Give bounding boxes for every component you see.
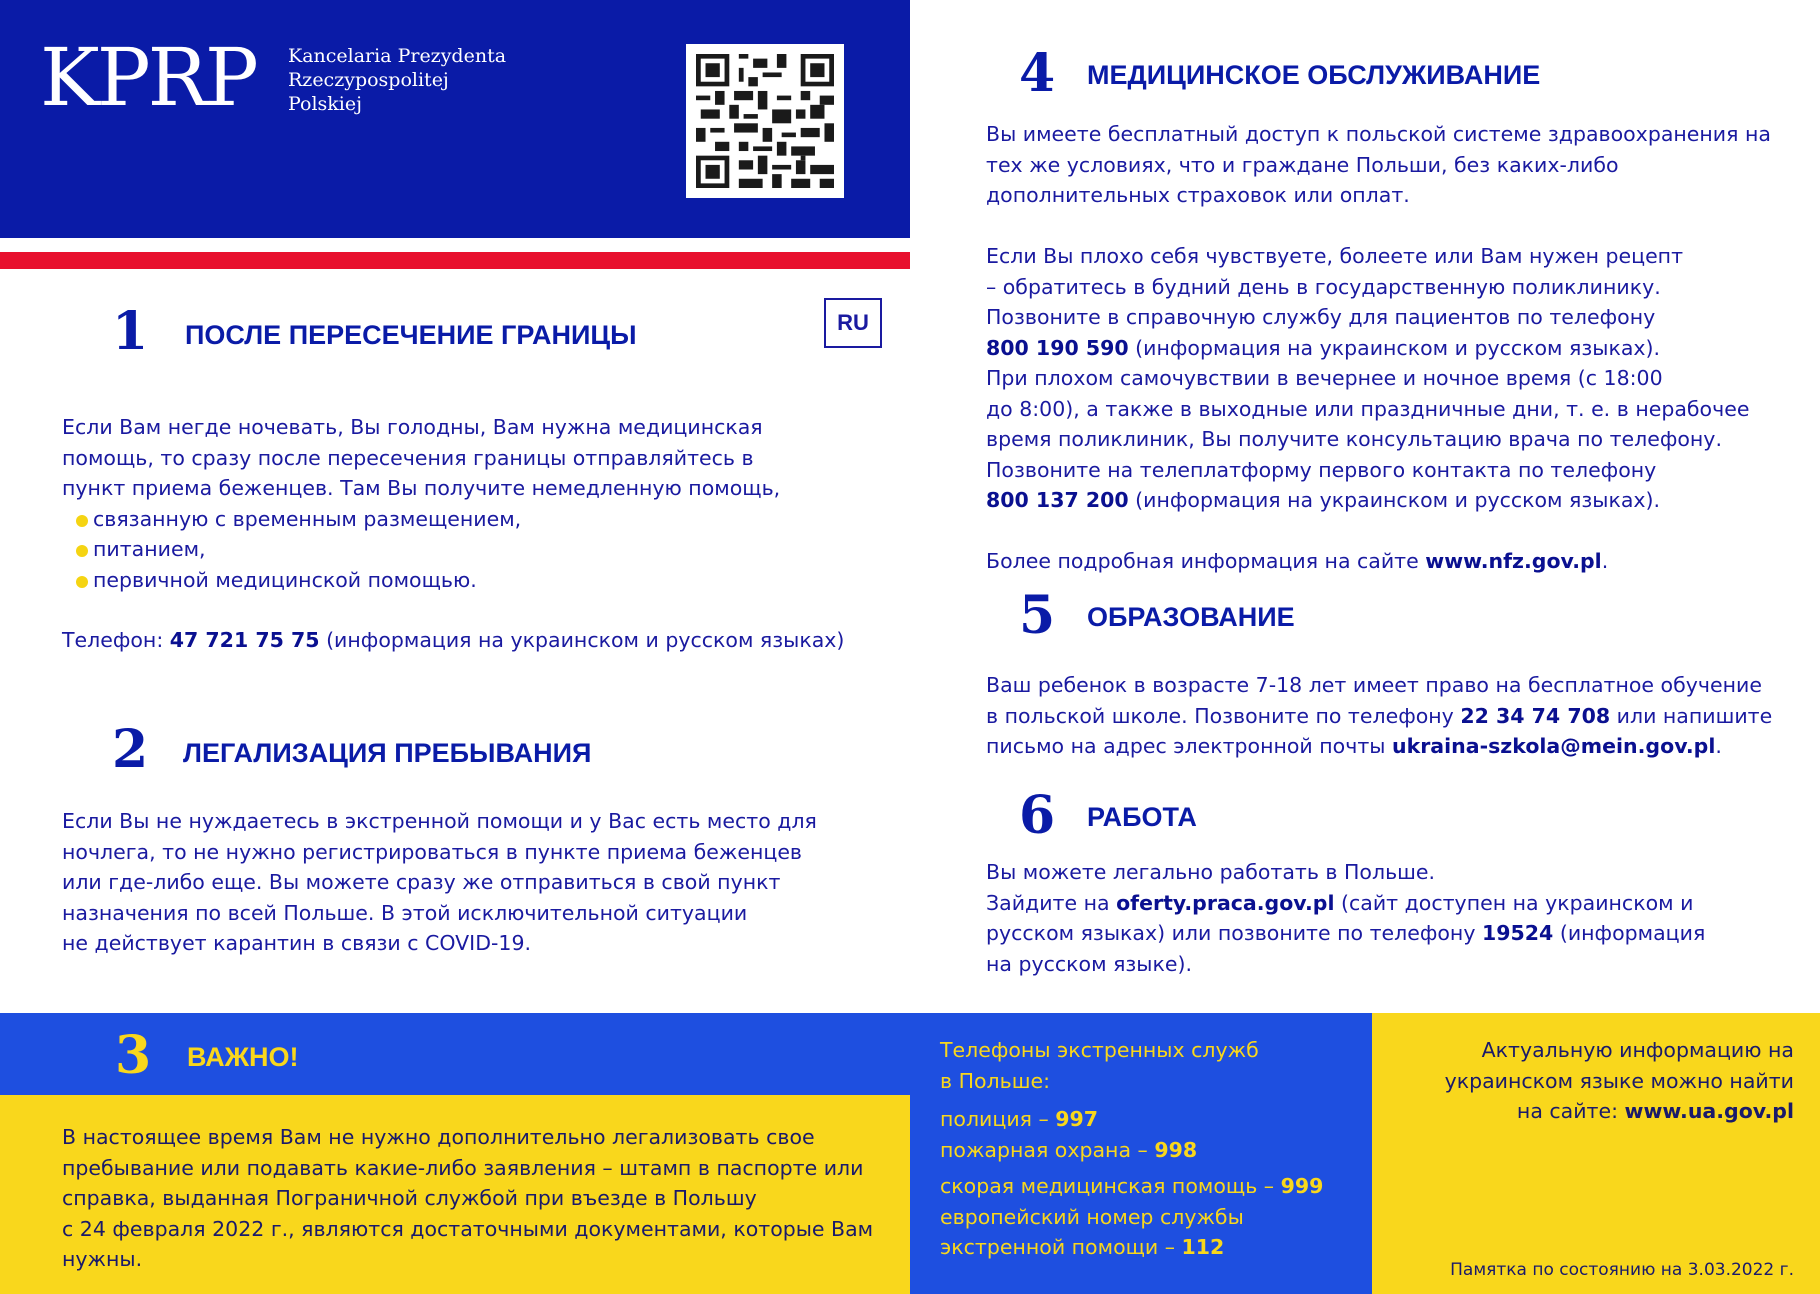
org-line: Polskiej (288, 93, 363, 115)
text-line: нужны. (62, 1247, 143, 1271)
bullet-list (62, 504, 882, 596)
section-6-body (986, 857, 1806, 979)
text-fragment: на сайте: (1516, 1099, 1625, 1123)
text-line: время поликлиник, Вы получите консультацию врача по телефону. (986, 427, 1722, 451)
bullet-item: первичной медицинской помощью. (62, 565, 882, 596)
eu-line: европейский номер службы (940, 1204, 1244, 1229)
phone-note: (информация на украинском и русском языках). (1128, 488, 1661, 512)
emergency-content (940, 1035, 1360, 1263)
text-fragment: русском языках) или позвоните по телефону (986, 921, 1482, 945)
ua-gov-link[interactable]: www.ua.gov.pl (1624, 1099, 1794, 1123)
section-4-number: 4 (1019, 43, 1056, 104)
section-5-body (986, 670, 1806, 762)
text-line: назначения по всей Польше. В этой исключительной ситуации (62, 900, 748, 925)
eu-line (940, 1232, 1360, 1263)
emergency-number[interactable]: 112 (1181, 1235, 1225, 1259)
section-3-number: 3 (115, 1025, 152, 1086)
phone-line (986, 485, 1806, 516)
text-line: Если Вам негде ночевать, Вы голодны, Вам нужна медицинская (62, 415, 763, 439)
text-line: Позвоните на телеплатформу первого контакта по телефону (986, 457, 1657, 482)
language-badge: RU (824, 298, 882, 348)
org-line: Rzeczypospolitej (288, 69, 449, 91)
punctuation: . (1715, 734, 1722, 758)
text-fragment: или напишите (1610, 703, 1773, 728)
text-line (986, 731, 1806, 762)
text-line (986, 918, 1806, 949)
emergency-label: пожарная охрана – (940, 1137, 1155, 1162)
emergency-title-line: в Польше: (940, 1068, 1051, 1093)
emergency-number[interactable]: 999 (1280, 1174, 1324, 1198)
emergency-label: полиция – (940, 1107, 1056, 1131)
section-5-title: ОБРАЗОВАНИЕ (1087, 602, 1295, 632)
qr-code[interactable] (686, 44, 844, 198)
punctuation: . (1601, 549, 1609, 573)
text-line: При плохом самочувствии в вечернее и ночное время (с 18:00 (986, 366, 1663, 390)
fire-line (940, 1135, 1360, 1166)
phone-line (62, 625, 882, 656)
emergency-label: скорая медицинская помощь – (940, 1174, 1281, 1198)
text-line: – обратитесь в будний день в государственную поликлинику. (986, 274, 1661, 299)
org-line: Kancelaria Prezydenta (288, 45, 507, 67)
section-2-body (62, 806, 892, 959)
memo-date-note: Памятка по состоянию на 3.03.2022 г. (1450, 1260, 1794, 1280)
kprp-logo: KPRP (40, 31, 256, 124)
red-stripe (0, 252, 910, 269)
text-line (986, 701, 1806, 732)
police-line (940, 1104, 1360, 1135)
section-2-number: 2 (112, 719, 149, 780)
phone-note: (информация на украинском и русском языках) (319, 628, 845, 652)
text-line: дополнительных страховок или оплат. (986, 183, 1410, 207)
org-name (288, 44, 506, 116)
text-line: пребывание или подавать какие-либо заявления – штамп в паспорте или (62, 1155, 864, 1180)
text-line: пункт приема беженцев. Там Вы получите немедленную помощь, (62, 476, 781, 500)
text-fragment: (сайт доступен на украинском и (1334, 890, 1694, 915)
qr-code-icon (696, 54, 834, 188)
text-line: Если Вы не нуждаетесь в экстренной помощи и у Вас есть место для (62, 809, 817, 833)
phone-number[interactable]: 800 137 200 (986, 488, 1129, 512)
email-link[interactable]: ukraina-szkola@mein.gov.pl (1391, 734, 1716, 758)
section-4-title: МЕДИЦИНСКОЕ ОБСЛУЖИВАНИЕ (1087, 60, 1541, 90)
bullet-item: связанную с временным размещением, (62, 504, 882, 535)
text-line: Позвоните в справочную службу для пациентов по телефону (986, 305, 1656, 329)
text-line: или где-либо еще. Вы можете сразу же отправиться в свой пункт (62, 870, 781, 894)
text-line: ночлега, то не нужно регистрироваться в пункте приема беженцев (62, 839, 803, 864)
emergency-label: экстренной помощи – (940, 1235, 1182, 1259)
section-6-title: РАБОТА (1087, 802, 1197, 832)
text-line: на русском языке). (986, 951, 1193, 976)
text-line (1380, 1096, 1794, 1127)
text-line: справка, выданная Пограничной службой при въезде в Польшу (62, 1186, 757, 1210)
bullet-item: питанием, (62, 534, 882, 565)
section-6-number: 6 (1019, 785, 1056, 846)
text-line: Вы можете легально работать в Польше. (986, 860, 1436, 884)
text-line: с 24 февраля 2022 г., являются достаточными документами, которые Вам (62, 1216, 874, 1241)
phone-number[interactable]: 19524 (1481, 921, 1554, 945)
text-line: Актуальную информацию на (1481, 1038, 1794, 1062)
text-line: В настоящее время Вам не нужно дополнительно легализовать свое (62, 1125, 815, 1149)
section-2-title: ЛЕГАЛИЗАЦИЯ ПРЕБЫВАНИЯ (183, 738, 592, 768)
section-3-body (62, 1122, 902, 1275)
ua-info-content (1380, 1035, 1794, 1127)
text-line: Если Вы плохо себя чувствуете, болеете или Вам нужен рецепт (986, 244, 1684, 268)
text-fragment: письмо на адрес электронной почты (986, 734, 1392, 758)
section-3-title: ВАЖНО! (187, 1042, 299, 1072)
text-fragment: (информация (1553, 921, 1706, 945)
section-1-number: 1 (112, 301, 149, 362)
phone-number[interactable]: 22 34 74 708 (1460, 703, 1611, 728)
praca-link[interactable]: oferty.praca.gov.pl (1116, 890, 1335, 915)
text-line: до 8:00), а также в выходные или праздничные дни, т. е. в нерабочее (986, 396, 1750, 421)
emergency-title-line: Телефоны экстренных служб (940, 1038, 1259, 1062)
section-4-body (986, 119, 1806, 577)
phone-number[interactable]: 47 721 75 75 (169, 628, 320, 652)
emergency-number[interactable]: 997 (1055, 1107, 1099, 1131)
phone-label: Телефон: (62, 628, 170, 652)
phone-note: (информация на украинском и русском языках). (1128, 335, 1661, 360)
more-info-line (986, 546, 1806, 577)
phone-number[interactable]: 800 190 590 (986, 335, 1129, 360)
phone-line (986, 333, 1806, 364)
section-5-number: 5 (1019, 585, 1056, 646)
text-fragment: в польской школе. Позвоните по телефону (986, 703, 1461, 728)
text-line: украинском языке можно найти (1444, 1068, 1794, 1093)
ambulance-line (940, 1171, 1360, 1202)
more-info-label: Более подробная информация на сайте (986, 549, 1426, 573)
text-line: помощь, то сразу после пересечения границы отправляйтесь в (62, 445, 754, 470)
text-line: тех же условиях, что и граждане Польши, без каких-либо (986, 152, 1619, 177)
text-line (986, 888, 1806, 919)
text-line: не действует карантин в связи с COVID-19. (62, 931, 531, 955)
section-1-title: ПОСЛЕ ПЕРЕСЕЧЕНИЕ ГРАНИЦЫ (185, 320, 637, 350)
emergency-number[interactable]: 998 (1154, 1137, 1198, 1162)
section-1-body (62, 412, 882, 656)
text-fragment: Зайдите на (986, 890, 1117, 915)
text-line: Вы имеете бесплатный доступ к польской системе здравоохранения на (986, 122, 1771, 146)
nfz-link[interactable]: www.nfz.gov.pl (1425, 549, 1602, 573)
text-line: Ваш ребенок в возрасте 7-18 лет имеет право на бесплатное обучение (986, 673, 1762, 697)
